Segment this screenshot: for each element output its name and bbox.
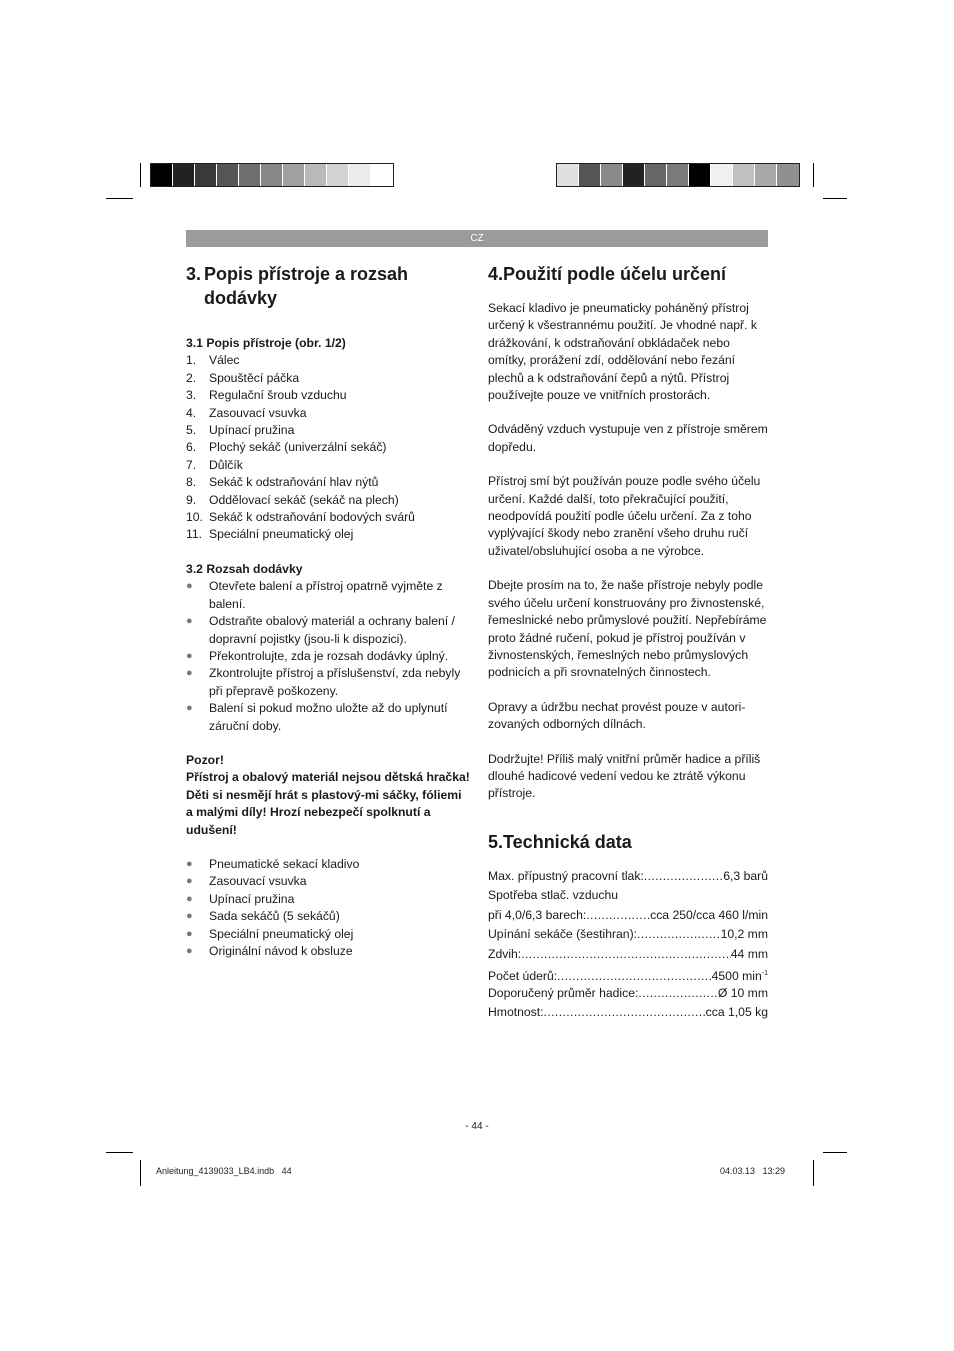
list-item: [186, 665, 471, 700]
bullet-icon: ●: [186, 580, 193, 593]
spec-label: Hmotnost:: [488, 1005, 544, 1020]
delivery-steps-list: [186, 578, 471, 735]
bullet-icon: ●: [186, 875, 193, 888]
item-text: Důlčík: [209, 457, 243, 472]
bullet-icon: ●: [186, 649, 193, 662]
spec-value: [731, 946, 768, 963]
crop-mark: [106, 1152, 133, 1153]
item-number: 10.: [186, 510, 203, 525]
item-number: 9.: [186, 492, 197, 507]
item-number: 6.: [186, 440, 197, 455]
section-5-heading: [488, 830, 768, 854]
color-swatch: [777, 164, 799, 186]
item-number: 2.: [186, 370, 197, 385]
color-swatch: [667, 164, 689, 186]
color-swatch: [645, 164, 667, 186]
item-number: 11.: [186, 527, 203, 542]
spec-value-text: 10,2 mm: [720, 927, 768, 942]
color-swatch: [195, 164, 217, 186]
list-item: [186, 856, 471, 873]
color-swatch: [283, 164, 305, 186]
section-title: Popis přístroje a rozsah: [204, 264, 409, 284]
spec-value-text: cca 1,05 kg: [705, 1005, 768, 1020]
list-item: [186, 613, 471, 648]
bullet-icon: ●: [186, 702, 193, 715]
spec-row: [488, 907, 768, 927]
color-swatch: [689, 164, 711, 186]
bullet-icon: ●: [186, 910, 193, 923]
color-swatch: [371, 164, 393, 186]
crop-mark: [813, 163, 814, 187]
leader-dots: [544, 1004, 706, 1021]
item-text: Regulační šroub vzduchu: [209, 388, 347, 403]
item-text: Upínací pružina: [209, 423, 295, 438]
spec-label: Spotřeba stlač. vzduchu: [488, 888, 619, 903]
spec-value: [650, 907, 768, 924]
item-text: Otevřete balení a přístroj opatrně vyjměte z balení.: [209, 579, 443, 611]
list-item: [186, 700, 471, 735]
item-number: 1.: [186, 353, 197, 368]
spec-row: [488, 965, 768, 985]
leader-dots: [521, 946, 731, 963]
technical-data-table: [488, 868, 768, 1024]
spec-row: [488, 985, 768, 1005]
spec-row: [488, 946, 768, 966]
spec-label: Počet úderů:: [488, 969, 558, 984]
spec-value: [706, 1004, 768, 1021]
paragraph: Přístroj smí být používán pouze podle svého účelu určení. Každé další, toto překračující použití, neodpovídá použití podle účelu určení. Za z toho vyplývající škody nebo zranění všeho druhu ručí uživatel/obsluhující osoba a ne výrobce.: [488, 474, 761, 558]
parts-list: [186, 352, 471, 543]
paragraph: Opravy a údržbu nechat provést pouze v autori-zovaných odborných dílnách.: [488, 699, 746, 732]
crop-mark: [823, 1152, 847, 1153]
crop-mark: [823, 198, 847, 199]
leader-dots: [557, 968, 712, 985]
section-title-cont: dodávky: [204, 288, 278, 308]
spec-value: [718, 985, 768, 1002]
spec-value: [723, 868, 768, 885]
leader-dots: [586, 907, 650, 924]
color-swatch: [601, 164, 623, 186]
spec-row: [488, 926, 768, 946]
list-item: [186, 509, 471, 526]
section-3-heading: [186, 262, 471, 310]
section-4-heading: [488, 262, 768, 286]
warning-title: Pozor!: [186, 752, 224, 767]
list-item: [186, 474, 471, 491]
crop-mark: [140, 163, 141, 187]
right-column: [488, 262, 768, 1024]
warning-text: Přístroj a obalový materiál nejsou dětská hračka! Děti si nesmějí hrát s plastový-mi sáčky, fóliemi a malými díly! Hrozí nebezpečí spolknutí a udušení!: [186, 770, 470, 837]
crop-mark: [106, 198, 133, 199]
item-text: Pneumatické sekací kladivo: [209, 856, 360, 871]
item-text: Válec: [209, 353, 240, 368]
color-swatch: [711, 164, 733, 186]
color-swatch: [217, 164, 239, 186]
spec-label: Max. přípustný pracovní tlak:: [488, 868, 644, 883]
item-text: Zkontrolujte přístroj a příslušenství, zda nebyly při přepravě poškozeny.: [209, 666, 461, 698]
list-item: [186, 387, 471, 404]
list-item: [186, 943, 471, 960]
list-item: [186, 457, 471, 474]
paragraph: Sekací kladivo je pneumaticky poháněný přístroj určený k všestrannému použití. Je vhodné např. k drážkování, k odstraňování obkládaček nebo omítky, prorážení zdí, oddělování nebo řezání plechů a k odstraňování čepů a nýtů. Přístroj používejte pouze ve vnitřních prostorách.: [488, 301, 757, 403]
left-column: [186, 262, 471, 960]
bullet-icon: ●: [186, 667, 193, 680]
list-item: [186, 352, 471, 369]
color-swatch: [349, 164, 371, 186]
color-swatch: [755, 164, 777, 186]
bullet-icon: ●: [186, 892, 193, 905]
section-number: 4.: [488, 264, 504, 284]
crop-mark: [140, 1160, 141, 1186]
list-item: [186, 439, 471, 456]
color-swatch: [733, 164, 755, 186]
subheading-device-description: 3.1 Popis přístroje (obr. 1/2): [186, 336, 346, 350]
item-text: Zasouvací vsuvka: [209, 874, 307, 889]
spec-value: [721, 926, 768, 943]
section-number: 5.: [488, 831, 504, 852]
spec-row: [488, 1004, 768, 1024]
spec-value-text: Ø 10 mm: [717, 985, 768, 1000]
color-swatch: [173, 164, 195, 186]
list-item: [186, 526, 471, 543]
item-number: 3.: [186, 388, 197, 403]
paragraph: Dbejte prosím na to, že naše přístroje nebyly podle svého účelu určení konstruovány pro živnostenské, řemeslnické nebo průmyslové použití. Nepřebíráme proto žádné ručení, pokud je přístroj používán v živnostenských, řemeslných nebo průmyslových podnicích a při srovnatelných činnostech.: [488, 578, 767, 680]
spec-row: [488, 887, 768, 907]
package-contents-list: [186, 856, 471, 960]
color-swatch: [327, 164, 349, 186]
list-item: [186, 578, 471, 613]
color-swatch: [305, 164, 327, 186]
spec-value-text: 6,3 barů: [723, 868, 768, 883]
item-text: Balení si pokud možno uložte až do uplynutí záruční doby.: [209, 701, 448, 733]
color-swatch: [261, 164, 283, 186]
item-number: 4.: [186, 405, 197, 420]
spec-label: při 4,0/6,3 barech:: [488, 907, 587, 922]
leader-dots: [638, 985, 717, 1002]
section-number: 3.: [186, 264, 202, 284]
footer-file-info: Anleitung_4139033_LB4.indb 44: [156, 1166, 292, 1176]
page-number: - 44 -: [465, 1121, 489, 1132]
list-item: [186, 908, 471, 925]
item-number: 7.: [186, 457, 197, 472]
spec-label: Zdvih:: [488, 946, 522, 961]
item-number: 5.: [186, 423, 197, 438]
item-number: 8.: [186, 475, 197, 490]
spec-value: [712, 965, 768, 985]
color-swatch: [151, 164, 173, 186]
language-bar: CZ: [186, 230, 768, 247]
color-swatch: [623, 164, 645, 186]
list-item: [186, 926, 471, 943]
section-title: Technická data: [503, 831, 632, 852]
spec-value-text: cca 250/cca 460 l/min: [650, 907, 768, 922]
item-text: Sekáč k odstraňování bodových svárů: [209, 510, 415, 525]
item-text: Odstraňte obalový materiál a ochrany balení / dopravní pojistky (jsou-li k dispozici).: [209, 614, 455, 646]
spec-unit-exponent: -1: [761, 970, 768, 978]
spec-value-text: 44 mm: [730, 946, 768, 961]
list-item: [186, 405, 471, 422]
item-text: Speciální pneumatický olej: [209, 527, 354, 542]
section-title: Použití podle účelu určení: [503, 264, 727, 284]
leader-dots: [644, 868, 723, 885]
spec-label: Upínání sekáče (šestihran):: [488, 927, 638, 942]
spec-value-text: 4500 min: [711, 969, 762, 984]
paragraph: Odváděný vzduch vystupuje ven z přístroje směrem dopředu.: [488, 422, 768, 454]
bullet-icon: ●: [186, 945, 193, 957]
item-text: Speciální pneumatický olej: [209, 926, 354, 941]
item-text: Sekáč k odstraňování hlav nýtů: [209, 475, 379, 490]
item-text: Spouštěcí páčka: [209, 370, 300, 385]
list-item: [186, 422, 471, 439]
item-text: Oddělovací sekáč (sekáč na plech): [209, 492, 399, 507]
item-text: Překontrolujte, zda je rozsah dodávky úplný.: [209, 648, 449, 663]
list-item: [186, 492, 471, 509]
intended-use-text: [488, 300, 768, 803]
subheading-scope-of-delivery: 3.2 Rozsah dodávky: [186, 561, 303, 576]
item-text: Sada sekáčů (5 sekáčů): [209, 909, 340, 924]
list-item: [186, 370, 471, 387]
crop-mark: [813, 1160, 814, 1186]
spec-row: [488, 868, 768, 888]
color-swatch: [579, 164, 601, 186]
color-bar-right: [556, 163, 800, 187]
color-swatch: [557, 164, 579, 186]
spec-label: Doporučený průměr hadice:: [488, 985, 639, 1000]
bullet-icon: ●: [186, 615, 193, 628]
bullet-icon: ●: [186, 857, 193, 870]
list-item: [186, 891, 471, 908]
color-swatch: [239, 164, 261, 186]
item-text: Upínací pružina: [209, 891, 295, 906]
leader-dots: [637, 926, 721, 943]
color-bar-left: [150, 163, 394, 187]
item-text: Plochý sekáč (univerzální sekáč): [209, 440, 387, 455]
item-text: Originální návod k obsluze: [209, 944, 353, 958]
footer-date-time: 04.03.13 13:29: [720, 1166, 786, 1176]
bullet-icon: ●: [186, 927, 193, 940]
list-item: [186, 648, 471, 665]
list-item: [186, 873, 471, 890]
paragraph: Dodržujte! Příliš malý vnitřní průměr hadice a příliš dlouhé hadicové vedení vedou ke ztrátě výkonu přístroje.: [488, 751, 761, 801]
item-text: Zasouvací vsuvka: [209, 405, 307, 420]
